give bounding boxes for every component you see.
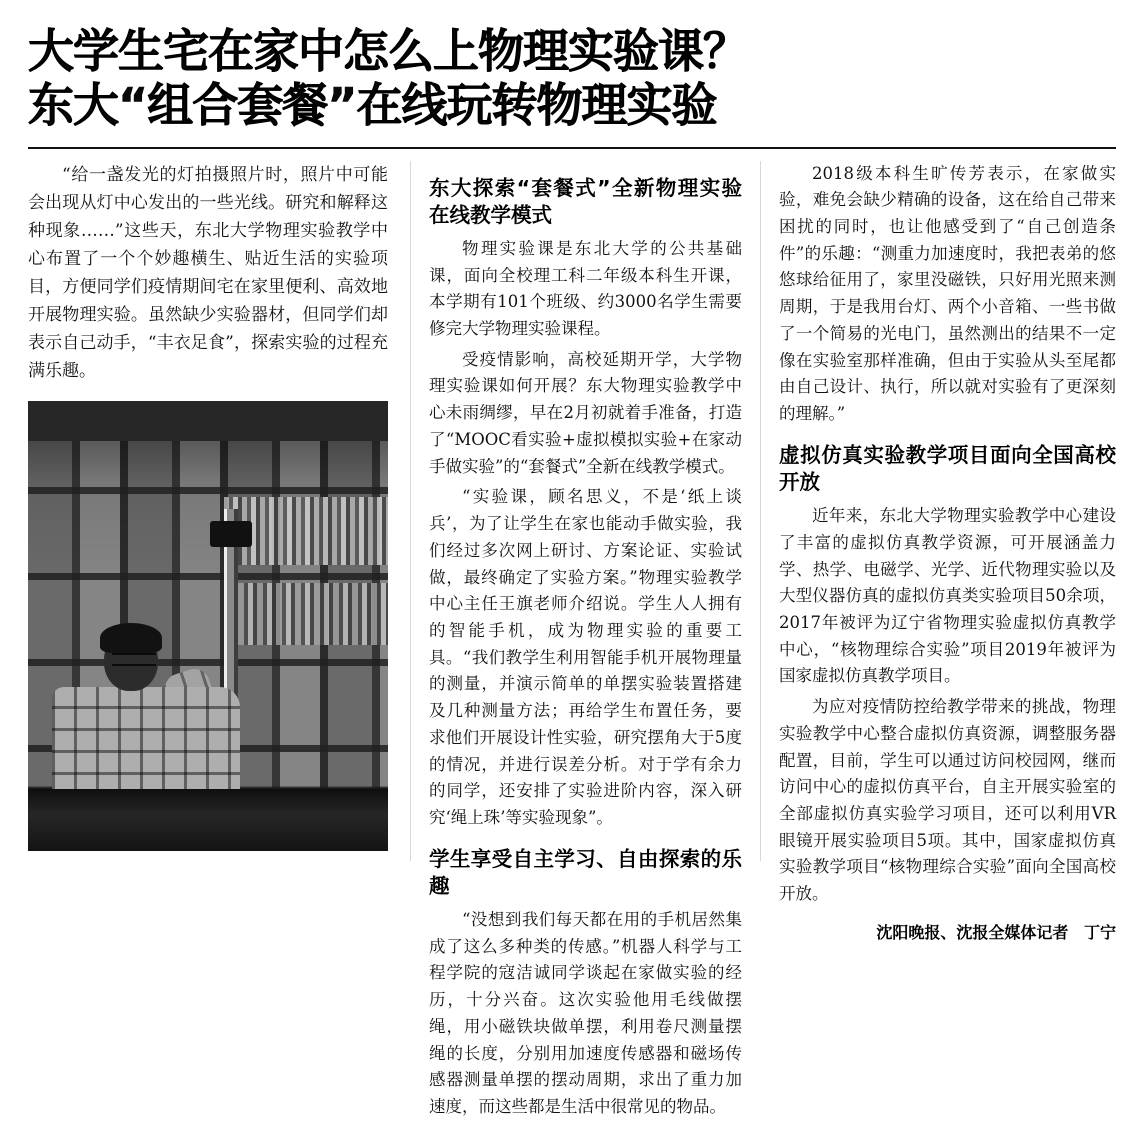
headline-line-1: 大学生宅在家中怎么上物理实验课？	[28, 24, 748, 78]
section-heading-1: 东大探索“套餐式”全新物理实验在线教学模式	[429, 175, 742, 228]
photo-shelf	[28, 573, 388, 580]
paragraph: “实验课，顾名思义，不是‘纸上谈兵’，为了让学生在家也能动手做实验，我们经过多次网上研讨、方案论证、实验试做，最终确定了实验方案。”物理实验教学中心主任王旗老师介绍说。学生人人拥有的智能手机，成为物理实验的重要工具。“我们教学生利用智能手机开展物理量的测量，并演示简单的单摆实验装置搭建及几种测量方法；再给学生布置任务，要求他们开展设计性实验，研究摆角大于5度的情况，并进行误差分析。对于学有余力的同学，还安排了实验进阶内容，深入研究‘绳上珠’等实验现象”。	[429, 487, 742, 827]
paragraph: 近年来，东北大学物理实验教学中心建设了丰富的虚拟仿真教学资源，可开展涵盖力学、热学、电磁学、光学、近代物理实验以及大型仪器仿真的虚拟仿真类实验项目50余项，2017年被评为辽宁省物理实验虚拟仿真教学中心，“核物理综合实验”项目2019年被评为国家虚拟仿真教学项目。	[779, 506, 1116, 686]
page-title	[28, 24, 1116, 133]
article-photo	[28, 401, 388, 851]
byline-source: 沈阳晚报、沈报全媒体记者	[876, 922, 1069, 942]
photo-image	[28, 401, 388, 851]
headline-line-2: 东大“组合套餐”在线玩转物理实验	[28, 78, 717, 133]
paragraph: 受疫情影响，高校延期开学，大学物理实验课如何开展？东大物理实验教学中心未雨绸缪，早在2月初就着手准备，打造了“MOOC看实验+虚拟模拟实验+在家动手做实验”的“套餐式”全新在线教学模式。	[429, 349, 742, 476]
byline	[779, 920, 1116, 943]
paragraph: 2018级本科生旷传芳表示，在家做实验，难免会缺少精确的设备，这在给自己带来困扰的同时，也让他感受到了“自己创造条件”的乐趣：“测重力加速度时，我把表弟的悠悠球给征用了，家里没磁铁，只好用光照来测周期，于是我用台灯、两个小音箱、一些书做了一个简易的光电门，虽然测出的结果不一定像在实验室那样准确，但由于实验从头至尾都由自己设计、执行，所以就对实验有了更深刻的理解。”	[779, 163, 1116, 423]
photo-clamp	[210, 521, 252, 547]
column-middle	[410, 161, 760, 1117]
column-right	[760, 161, 1116, 942]
photo-shelf	[28, 487, 388, 494]
glasses-icon	[112, 653, 156, 666]
article-columns	[28, 161, 1116, 1117]
paragraph: 物理实验课是东北大学的公共基础课，面向全校理工科二年级本科生开课，本学期有101个班级、约3000名学生需要修完大学物理实验课程。	[429, 238, 742, 339]
lead-paragraph: “给一盏发光的灯拍摄照片时，照片中可能会出现从灯中心发出的一些光线。研究和解释这种现象……”这些天，东北大学物理实验教学中心布置了一个个妙趣横生、贴近生活的实验项目，方便同学们疫情期间宅在家里便利、高效地开展物理实验。虽然缺少实验器材，但同学们却表示自己动手，“丰衣足食”，探索实验的过程充满乐趣。	[28, 164, 388, 381]
section-heading-2: 学生享受自主学习、自由探索的乐趣	[429, 846, 742, 899]
section-heading-3: 虚拟仿真实验教学项目面向全国高校开放	[779, 442, 1116, 495]
byline-reporter: 丁宁	[1083, 922, 1116, 942]
photo-person-hair	[100, 623, 162, 653]
photo-shelf	[28, 659, 388, 666]
column-left	[28, 161, 410, 861]
photo-books	[238, 583, 388, 645]
photo-table	[28, 789, 388, 851]
paragraph: 为应对疫情防控给教学带来的挑战，物理实验教学中心整合虚拟仿真资源，调整服务器配置，目前，学生可以通过访问校园网，继而访问中心的虚拟仿真平台，自主开展实验室的全部虚拟仿真实验学习项目，还可以利用VR眼镜开展实验项目5项。其中，国家虚拟仿真实验教学项目“核物理综合实验”面向全国高校开放。	[779, 697, 1116, 904]
paragraph: “没想到我们每天都在用的手机居然集成了这么多种类的传感。”机器人科学与工程学院的寇洁诚同学谈起在家做实验的经历，十分兴奋。这次实验他用毛线做摆绳，用小磁铁块做单摆，利用卷尺测量摆绳的长度，分别用加速度传感器和磁场传感器测量单摆的摆动周期，求出了重力加速度，而这些都是生活中很常见的物品。	[429, 910, 742, 1117]
photo-cabinet-top	[28, 401, 388, 441]
headline-divider	[28, 147, 1116, 149]
